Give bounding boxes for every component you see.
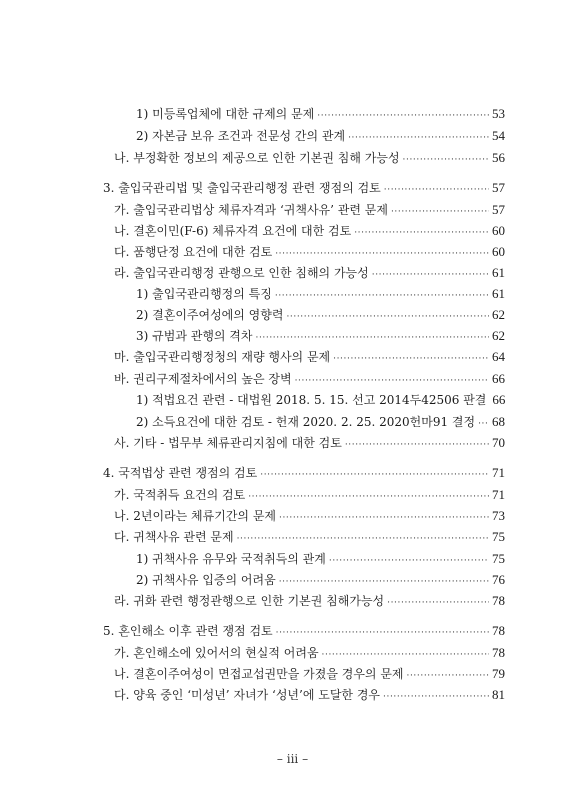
toc-entry-title: 나. 2년이라는 체류기간의 문제 <box>114 509 276 523</box>
toc-entry[interactable] <box>114 529 505 547</box>
toc-entry-page: 60 <box>492 223 505 238</box>
dot-leader <box>384 182 489 198</box>
dot-leader <box>279 574 489 590</box>
toc-entry[interactable] <box>114 150 505 168</box>
toc-entry-page: 62 <box>492 328 505 343</box>
toc-entry-title: 2) 결혼이주여성에의 영향력 <box>136 308 284 322</box>
toc-entry-title: 2) 자본금 보유 조건과 전문성 간의 관계 <box>136 129 346 143</box>
toc-entry-page: 57 <box>492 180 505 195</box>
dot-leader <box>345 437 489 453</box>
toc-entry-page: 66 <box>492 371 505 386</box>
toc-entry-title: 나. 결혼이주여성이 면접교섭권만을 가졌을 경우의 문제 <box>114 667 404 681</box>
toc-entry-title: 라. 귀화 관련 행정관행으로 인한 기본권 침해가능성 <box>114 594 385 608</box>
toc-entry-page: 61 <box>492 265 505 280</box>
dot-leader <box>295 373 489 389</box>
toc-entry[interactable] <box>136 106 505 124</box>
toc-entry[interactable] <box>114 687 505 705</box>
toc-entry-page: 68 <box>492 414 505 429</box>
toc-entry-title: 바. 권리구제절차에서의 높은 장벽 <box>114 372 292 386</box>
toc-entry-title: 가. 혼인해소에 있어서의 현실적 어려움 <box>114 646 319 660</box>
toc-entry-page: 75 <box>492 551 505 566</box>
toc-entry[interactable] <box>114 202 505 220</box>
toc-entry[interactable] <box>114 349 505 367</box>
toc-entry-title: 마. 출입국관리행정청의 재량 행사의 문제 <box>114 350 331 364</box>
toc-entry-page: 66 <box>492 392 506 407</box>
toc-entry-page: 53 <box>492 106 505 121</box>
toc-entry[interactable] <box>114 371 505 389</box>
toc-entry[interactable] <box>136 551 505 569</box>
dot-leader <box>372 267 489 283</box>
dot-leader <box>407 668 489 684</box>
toc-entry-title: 라. 출입국관리행정 관행으로 인한 침해의 가능성 <box>114 266 369 280</box>
dot-leader <box>275 288 489 304</box>
dot-leader <box>333 351 489 367</box>
toc-entry-page: 60 <box>492 244 505 259</box>
dot-leader <box>260 467 489 483</box>
toc-entry-title: 다. 귀책사유 관련 문제 <box>114 530 234 544</box>
dot-leader <box>478 416 489 432</box>
toc-entry-title: 1) 귀책사유 유무와 국적취득의 관계 <box>136 552 326 566</box>
dot-leader <box>348 130 489 146</box>
toc-entry[interactable] <box>103 180 505 198</box>
dot-leader <box>387 595 489 611</box>
toc-entry-page: 78 <box>492 645 505 660</box>
toc-entry-title: 다. 양육 중인 ‘미성년’ 자녀가 ‘성년’에 도달한 경우 <box>114 688 381 702</box>
toc-entry-title: 3. 출입국관리법 및 출입국관리행정 관련 쟁점의 검토 <box>103 181 381 195</box>
dot-leader <box>354 225 489 241</box>
dot-leader <box>329 553 489 569</box>
toc-entry-title: 3) 규범과 관행의 격차 <box>136 329 253 343</box>
toc-entry-page: 73 <box>492 508 505 523</box>
toc-entry-title: 1) 적법요건 관련 - 대법원 2018. 5. 15. 선고 2014두42506 판결 <box>136 393 487 407</box>
toc-entry-page: 61 <box>492 286 505 301</box>
toc-entry-title: 5. 혼인해소 이후 관련 쟁점 검토 <box>103 624 273 638</box>
toc-entry-page: 75 <box>492 529 505 544</box>
dot-leader <box>248 489 489 505</box>
dot-leader <box>391 204 489 220</box>
page-number-footer: – iii – <box>276 752 309 766</box>
toc-entry[interactable] <box>114 435 505 453</box>
toc-entry[interactable] <box>114 244 505 262</box>
toc-entry[interactable] <box>136 328 505 346</box>
toc-entry-page: 79 <box>492 666 505 681</box>
toc-entry[interactable] <box>114 508 505 526</box>
toc-entry-title: 2) 소득요건에 대한 검토 - 헌재 2020. 2. 25. 2020헌마91 결정 <box>136 415 476 429</box>
toc-entry[interactable] <box>103 465 505 483</box>
toc-entry[interactable] <box>136 286 505 304</box>
dot-leader <box>383 689 489 705</box>
toc-entry[interactable] <box>136 128 505 146</box>
dot-leader <box>403 152 489 168</box>
toc-entry[interactable] <box>136 572 505 590</box>
toc-entry-title: 4. 국적법상 관련 쟁점의 검토 <box>103 466 258 480</box>
toc-entry[interactable] <box>136 392 505 410</box>
toc-entry[interactable] <box>103 623 505 641</box>
toc-entry-title: 1) 미등록업체에 대한 규제의 문제 <box>136 107 315 121</box>
dot-leader <box>286 309 489 325</box>
toc-entry-page: 64 <box>492 349 505 364</box>
toc-entry[interactable] <box>114 223 505 241</box>
dot-leader <box>256 330 490 346</box>
toc-entry-title: 1) 출입국관리행정의 특징 <box>136 287 272 301</box>
dot-leader <box>275 246 489 262</box>
toc-entry-page: 57 <box>492 202 505 217</box>
toc-entry[interactable] <box>114 593 505 611</box>
dot-leader <box>317 108 489 124</box>
toc-entry-page: 78 <box>492 593 505 608</box>
toc-entry-title: 2) 귀책사유 입증의 어려움 <box>136 573 276 587</box>
toc-entry-title: 나. 부정확한 정보의 제공으로 인한 기본권 침해 가능성 <box>114 151 400 165</box>
toc-entry-title: 다. 품행단정 요건에 대한 검토 <box>114 245 273 259</box>
toc-entry[interactable] <box>114 487 505 505</box>
toc-entry-page: 56 <box>492 150 505 165</box>
toc-entry[interactable] <box>136 307 505 325</box>
toc-entry-title: 나. 결혼이민(F-6) 체류자격 요건에 대한 검토 <box>114 224 352 238</box>
toc-entry-page: 76 <box>492 572 505 587</box>
dot-leader <box>279 510 489 526</box>
dot-leader <box>322 647 489 663</box>
toc-entry-page: 71 <box>492 465 505 480</box>
toc-entry[interactable] <box>114 265 505 283</box>
toc-entry-page: 70 <box>492 435 505 450</box>
toc-entry[interactable] <box>114 645 505 663</box>
toc-entry-page: 54 <box>492 128 505 143</box>
toc-entry-page: 78 <box>492 623 505 638</box>
toc-entry-title: 가. 출입국관리법상 체류자격과 ‘귀책사유’ 관련 문제 <box>114 203 388 217</box>
toc-entry[interactable] <box>136 414 505 432</box>
toc-entry-page: 81 <box>492 687 505 702</box>
dot-leader <box>237 531 489 547</box>
toc-entry-page: 62 <box>492 307 505 322</box>
dot-leader <box>276 625 489 641</box>
toc-entry-title: 가. 국적취득 요건의 검토 <box>114 488 246 502</box>
toc-entry-title: 사. 기타 - 법무부 체류관리지침에 대한 검토 <box>114 436 342 450</box>
toc-entry[interactable] <box>114 666 505 684</box>
toc-entry-page: 71 <box>492 487 505 502</box>
